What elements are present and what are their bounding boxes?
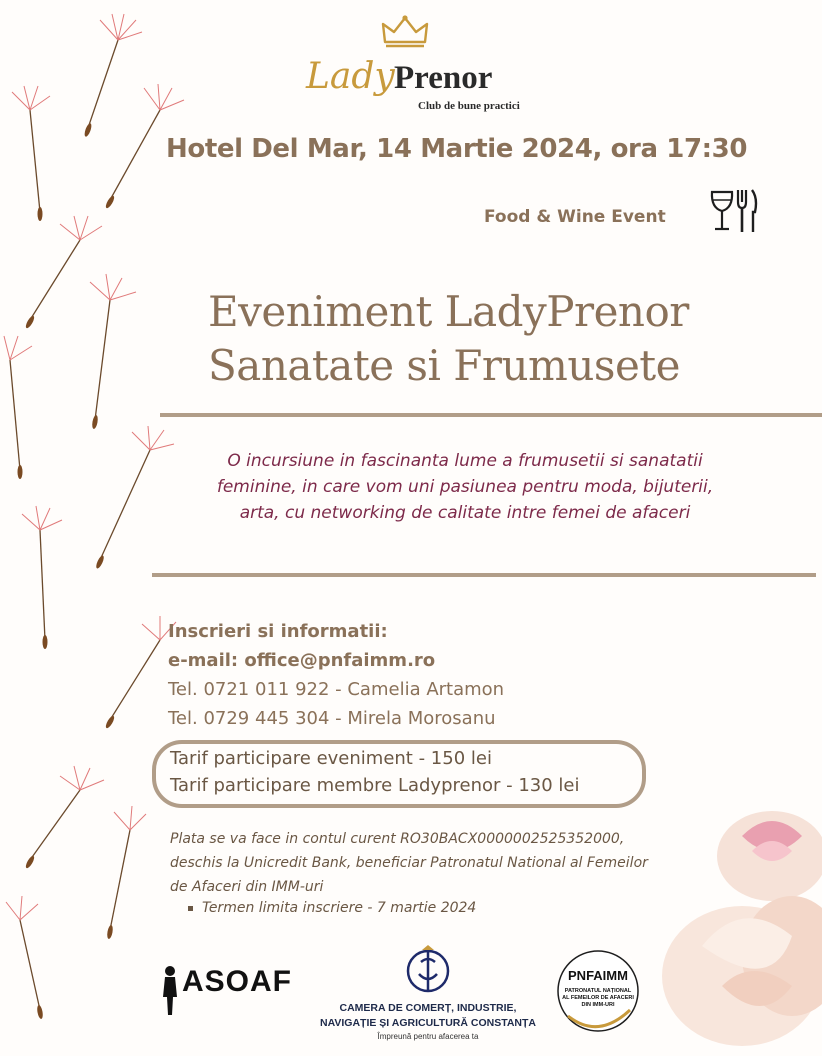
chamber-emblem-icon [403, 944, 453, 994]
chamber-name-line-2: NAVIGAȚIE ȘI AGRICULTURĂ CONSTANȚA [319, 1017, 537, 1029]
pnfaimm-logo [550, 948, 646, 1034]
pnfaimm-sub-3: DIN IMM-URI [581, 1002, 615, 1008]
logo-tagline: Club de bune practici [418, 100, 520, 112]
contact-info [168, 617, 504, 733]
venue-date-line: Hotel Del Mar, 14 Martie 2024, ora 17:30 [166, 134, 748, 164]
payment-info [170, 827, 648, 899]
divider-bottom [152, 573, 816, 577]
pnfaimm-sub-2: AL FEMEILOR DE AFACERI [562, 995, 634, 1001]
asoaf-name: ASOAF [182, 965, 292, 998]
payment-line-1: Plata se va face in contul curent RO30BACX0000002525352000, [170, 831, 625, 847]
bullet-icon [188, 906, 193, 911]
contact-email: e-mail: office@pnfaimm.ro [168, 650, 436, 671]
event-title-line-2: Sanatate si Frumusete [208, 341, 681, 390]
contact-phone-1: Tel. 0721 011 922 - Camelia Artamon [168, 679, 505, 700]
chamber-of-commerce-logo [318, 944, 538, 1044]
woman-silhouette-icon [160, 965, 180, 1017]
chamber-name-line-1: CAMERA DE COMERȚ, INDUSTRIE, [339, 1002, 517, 1014]
pnfaimm-name: PNFAIMM [568, 968, 628, 983]
asoaf-logo [160, 965, 300, 1020]
payment-line-3: de Afaceri din IMM-uri [170, 879, 324, 895]
contact-phone-2: Tel. 0729 445 304 - Mirela Morosanu [168, 708, 496, 729]
tariff-list [170, 745, 580, 799]
chamber-tagline: Împreună pentru afacerea ta [377, 1032, 479, 1041]
ladyprenor-logo [300, 14, 530, 114]
tariff-general: Tarif participare eveniment - 150 lei [170, 748, 492, 769]
event-description: O incursiune in fascinanta lume a frumusetii si sanatatii feminine, in care vom uni pasiunea pentru moda, bijuterii, arta, cu networking de calitate intre femei de afaceri [216, 451, 714, 523]
peony-flower-icon [622, 756, 822, 1056]
event-title-line-1: Eveniment LadyPrenor [208, 287, 689, 336]
crown-icon [380, 14, 430, 48]
tariff-members: Tarif participare membre Ladyprenor - 130 lei [170, 775, 580, 796]
payment-line-2: deschis la Unicredit Bank, beneficiar Patronatul National al Femeilor [170, 855, 648, 871]
event-title [208, 285, 689, 393]
logo-prenor-text: Prenor [394, 60, 493, 96]
divider-top [160, 413, 822, 417]
contact-heading: Inscrieri si informatii: [168, 621, 388, 642]
deadline-text: Termen limita inscriere - 7 martie 2024 [202, 900, 477, 916]
pnfaimm-sub-1: PATRONATUL NAȚIONAL [564, 988, 632, 994]
event-type-label: Food & Wine Event [484, 207, 666, 227]
registration-deadline [188, 900, 476, 916]
logo-lady-text: Lady [306, 56, 395, 97]
logo-wordmark [300, 54, 530, 112]
wine-cutlery-icon [709, 188, 759, 236]
